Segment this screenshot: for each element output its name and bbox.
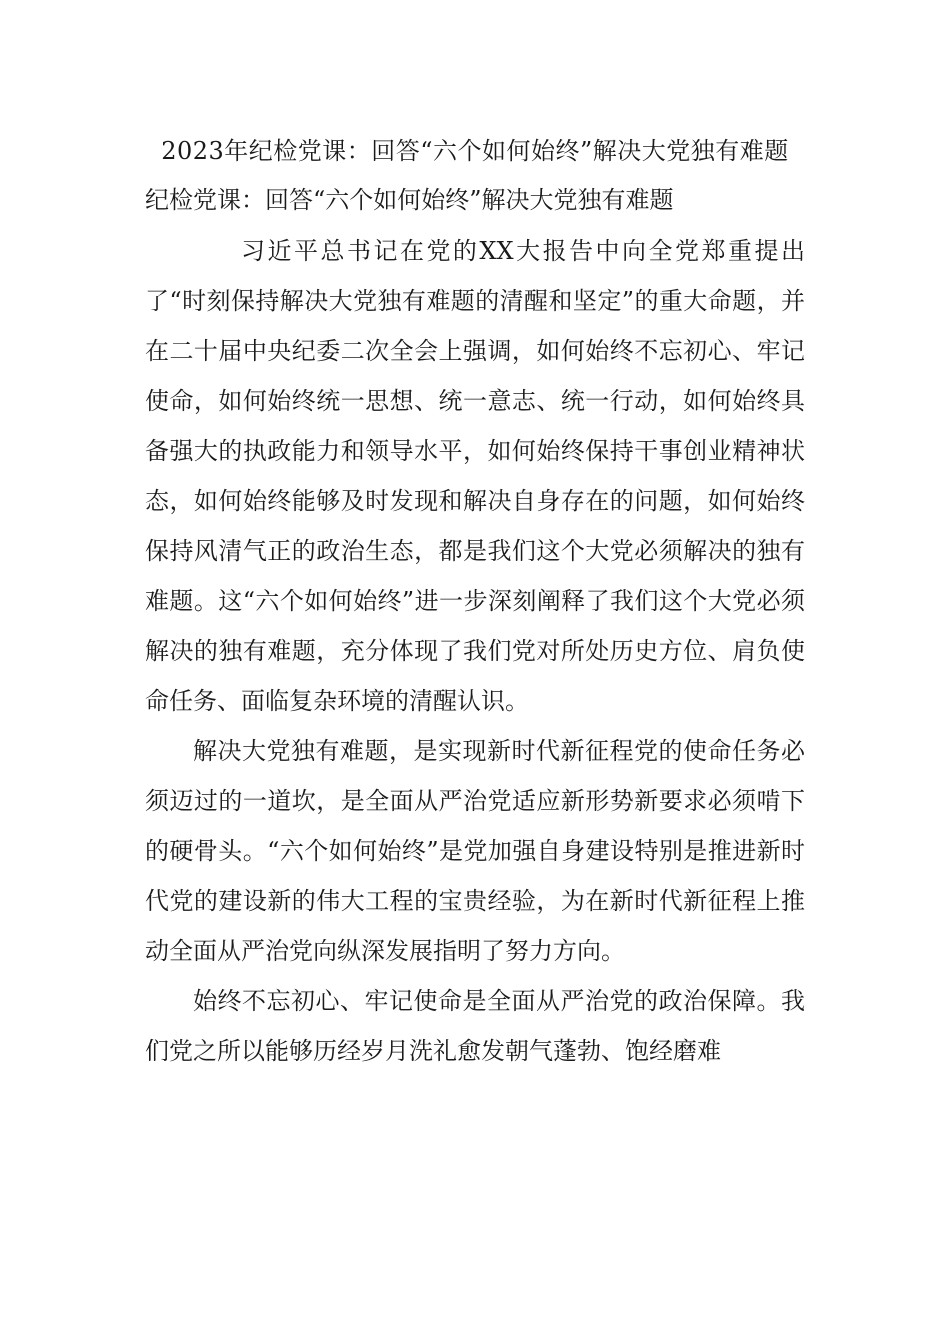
document-page xyxy=(145,128,805,1076)
document-subtitle: 纪检党课：回答“六个如何始终”解决大党独有难题 xyxy=(145,186,674,214)
document-title: 2023年纪检党课：回答“六个如何始终”解决大党独有难题 xyxy=(161,137,789,165)
body-paragraph: 始终不忘初心、牢记使命是全面从严治党的政治保障。我们党之所以能够历经岁月洗礼愈发朝气蓬勃、饱经磨难 xyxy=(145,987,805,1065)
body-paragraph: 解决大党独有难题，是实现新时代新征程党的使命任务必须迈过的一道坎，是全面从严治党适应新形势新要求必须啃下的硬骨头。“六个如何始终”是党加强自身建设特别是推进新时代党的建设新的伟大工程的宝贵经验，为在新时代新征程上推动全面从严治党向纵深发展指明了努力方向。 xyxy=(145,737,805,965)
body-paragraph: 习近平总书记在党的XX大报告中向全党郑重提出了“时刻保持解决大党独有难题的清醒和坚定”的重大命题，并在二十届中央纪委二次全会上强调，如何始终不忘初心、牢记使命，如何始终统一思想、统一意志、统一行动，如何始终具备强大的执政能力和领导水平，如何始终保持干事创业精神状态，如何始终能够及时发现和解决自身存在的问题，如何始终保持风清气正的政治生态，都是我们这个大党必须解决的独有难题。这“六个如何始终”进一步深刻阐释了我们这个大党必须解决的独有难题，充分体现了我们党对所处历史方位、肩负使命任务、面临复杂环境的清醒认识。 xyxy=(145,237,805,715)
